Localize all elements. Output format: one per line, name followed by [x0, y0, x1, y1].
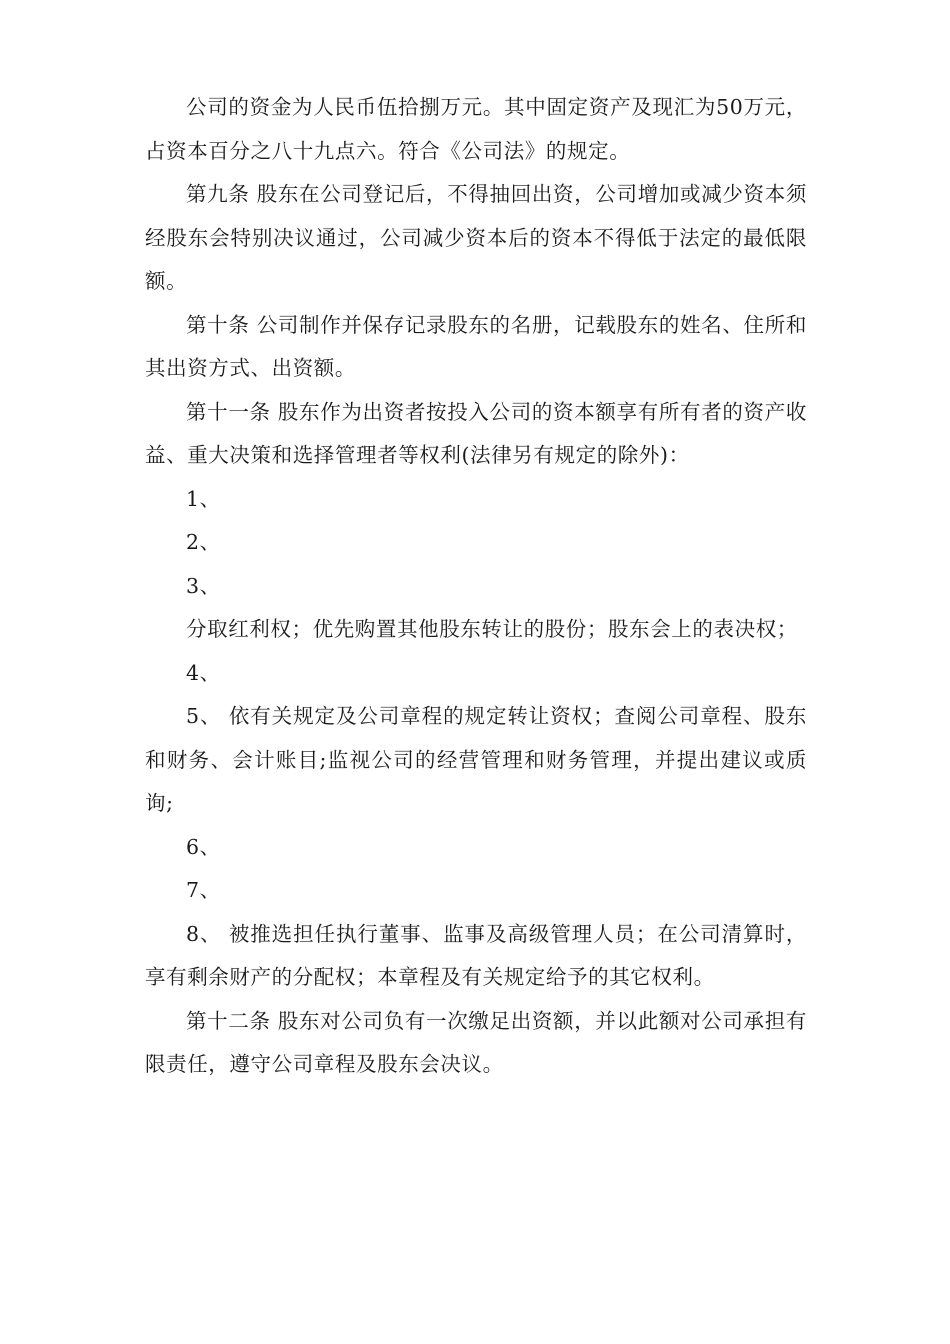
list-item-7: 7、 — [186, 878, 221, 902]
list-item-3: 3、 — [186, 573, 221, 598]
list-item-1: 1、 — [186, 486, 221, 511]
list-item-8: 8、 被推选担任执行董事、监事及高级管理人员；在公司清算时，享有剩余财产的分配权；本章程及有关规定给予的其它权利。 — [145, 921, 807, 989]
list-item-6: 6、 — [186, 834, 221, 859]
list-item-4: 4、 — [186, 660, 221, 685]
list-item-5: 5、 依有关规定及公司章程的规定转让资权；查阅公司章程、股东和财务、会计账目;监视公司的经营管理和财务管理，并提出建议或质询; — [145, 704, 807, 815]
paragraph-dividend-rights: 分取红利权；优先购置其他股东转让的股份；股东会上的表决权； — [186, 617, 798, 641]
paragraph-capital: 公司的资金为人民币伍拾捌万元。其中固定资产及现汇为50万元，占资本百分之八十九点六。符合《公司法》的规定。 — [145, 95, 807, 163]
paragraph-article-11: 第十一条 股东作为出资者按投入公司的资本额享有所有者的资产收益、重大决策和选择管理者等权利(法律另有规定的除外)： — [145, 399, 807, 467]
paragraph-article-10: 第十条 公司制作并保存记录股东的名册，记载股东的姓名、住所和其出资方式、出资额。 — [145, 312, 807, 380]
paragraph-article-12: 第十二条 股东对公司负有一次缴足出资额，并以此额对公司承担有限责任，遵守公司章程及股东会决议。 — [145, 1008, 807, 1076]
paragraph-article-9: 第九条 股东在公司登记后，不得抽回出资，公司增加或减少资本须经股东会特别决议通过，公司减少资本后的资本不得低于法定的最低限额。 — [145, 182, 807, 293]
document-body — [145, 86, 807, 1087]
list-item-2: 2、 — [186, 530, 221, 554]
